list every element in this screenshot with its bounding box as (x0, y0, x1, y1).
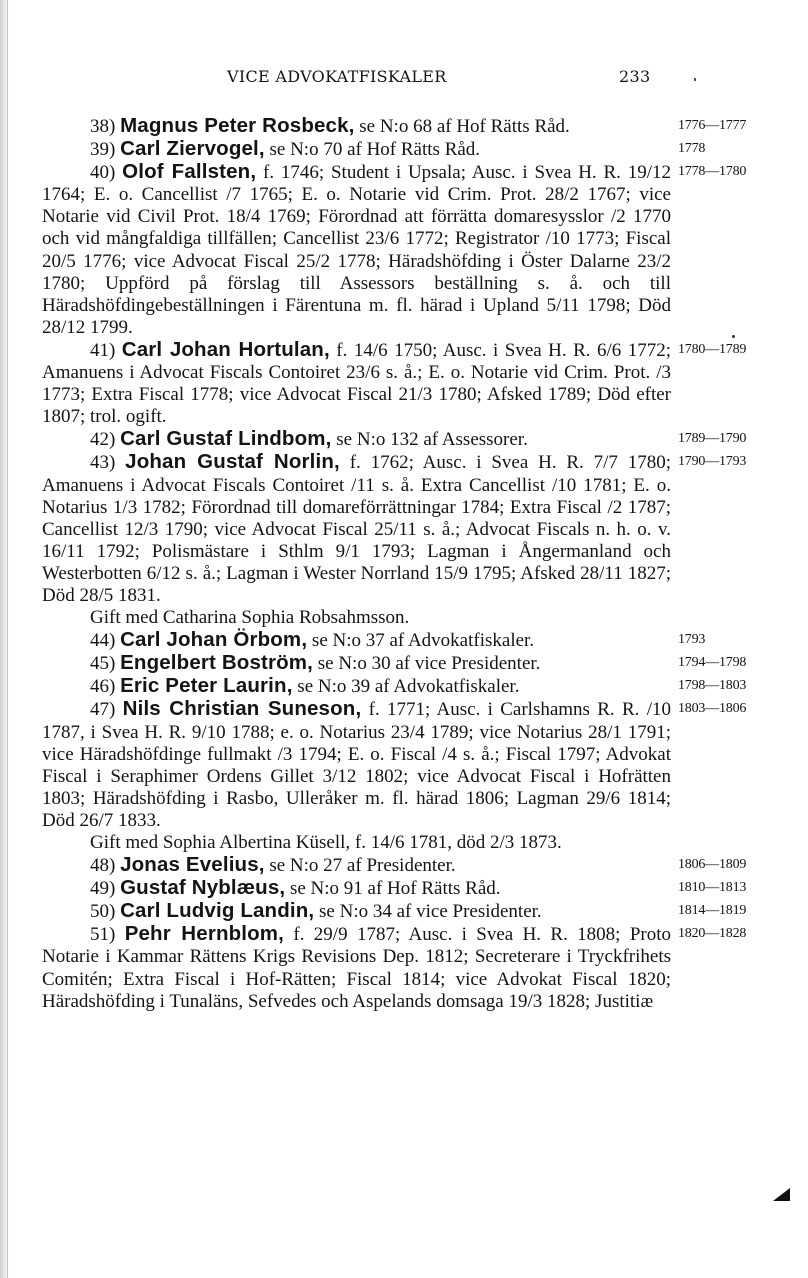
entry-number: 44) (90, 630, 116, 652)
entry-number: 51) (90, 924, 116, 946)
entry-47-note: Gift med Sophia Albertina Küsell, f. 14/6 1781, död 2/3 1873. (90, 832, 562, 853)
person-name: Jonas Evelius, (120, 853, 265, 877)
margin-years-43: 1790—1793 (678, 454, 747, 469)
person-name: Gustaf Nyblæus, (120, 876, 286, 900)
entry-text: se N:o 27 af Presidenter. (264, 855, 456, 877)
entry-text: f. 1746; Student i Upsala; Ausc. i Svea H. R. 19/12 1764; E. o. Cancellist /7 1765; E. o. Notarie vid Crim. Prot. 28/2 1767; vice Notarie vid Civil Prot. 18/4 1769; Förordnad att förrätta domaresysslor /2 1770 och vid mångfaldiga tillfällen; Cancellist 23/6 1772; Registrator /10 1773; Fiscal 20/5 1776; vice Advocat Fiscal 25/2 1778; Häradshöfding i Öster Dalarne 23/2 1780; Uppförd på förslag till Assessors beställning s. å. och till Häradshöfdingebeställningen i Färentuna m. fl. härad i Upland 5/11 1798; Död 28/12 1799. (42, 162, 672, 338)
entry-46 (42, 675, 671, 698)
book-page (42, 60, 787, 1260)
person-name: Magnus Peter Rosbeck, (120, 114, 355, 137)
person-name: Carl Gustaf Lindbom, (120, 427, 332, 451)
margin-years-38: 1776—1777 (678, 118, 747, 133)
person-name: Nils Christian Suneson, (122, 697, 362, 721)
entry-text: se N:o 37 af Advokatfiskaler. (307, 630, 535, 652)
entry-text: f. 14/6 1750; Ausc. i Svea H. R. 6/6 1772; Amanuens i Advocat Fiscals Contoiret 23/6 s. å.; E. o. Notarie vid Crim. Prot. /3 1773; Extra Fiscal 1778; vice Advocat Fiscal 21/3 1780; Afsked 1789; Död efter 1807; trol. ogift. (42, 339, 671, 428)
entry-text: se N:o 34 af vice Presidenter. (314, 901, 542, 923)
speck-mark (694, 78, 696, 81)
margin-years-48: 1806—1809 (678, 857, 747, 872)
entry-text: f. 29/9 1787; Ausc. i Svea H. R. 1808; Proto Notarie i Kammar Rättens Krigs Revisions Dep. 1812; Secreterare i Tryckfrihets Comitén; Extra Fiscal i Hof-Rätten; Fiscal 1814; vice Advokat Fiscal 1820; Häradshöfding i Tunaläns, Sefvedes och Aspelands domsaga 19/3 1828; Justitiæ (42, 924, 671, 1012)
entry-43 (42, 451, 671, 607)
entry-47 (42, 698, 671, 832)
entry-number: 41) (90, 339, 116, 361)
margin-years-47: 1803—1806 (678, 701, 747, 716)
entry-38 (42, 115, 671, 138)
entry-number: 43) (90, 452, 116, 474)
margin-years-40: 1778—1780 (678, 164, 747, 179)
margin-years-45: 1794—1798 (678, 655, 747, 670)
entry-number: 45) (90, 653, 116, 675)
entry-text: se N:o 30 af vice Presidenter. (313, 653, 541, 675)
speck-mark (732, 335, 735, 338)
running-title: VICE ADVOKATFISKALER (227, 67, 447, 86)
margin-years-42: 1789—1790 (678, 431, 747, 446)
margin-years-51: 1820—1828 (678, 926, 747, 941)
person-name: Carl Johan Örbom, (120, 628, 308, 652)
page-number: 233 (619, 67, 651, 86)
entry-42 (42, 428, 671, 451)
entry-number: 39) (90, 139, 116, 161)
entry-number: 48) (90, 855, 116, 877)
entry-text: se N:o 68 af Hof Rätts Råd. (354, 116, 570, 137)
page-edge-line (7, 0, 8, 1278)
entry-number: 49) (90, 878, 116, 900)
margin-years-44: 1793 (678, 632, 706, 647)
entry-51 (42, 923, 671, 1012)
person-name: Engelbert Boström, (120, 651, 313, 675)
margin-years-41: 1780—1789 (678, 342, 747, 357)
entry-number: 38) (90, 116, 116, 137)
margin-years-50: 1814—1819 (678, 903, 747, 918)
person-name: Carl Ziervogel, (120, 137, 265, 161)
person-name: Olof Fallsten, (122, 160, 257, 184)
entry-43-note: Gift med Catharina Sophia Robsahmsson. (90, 607, 410, 629)
entry-48 (42, 854, 671, 877)
entry-50 (42, 900, 671, 923)
entry-number: 40) (90, 162, 116, 184)
person-name: Eric Peter Laurin, (120, 674, 293, 698)
entry-text: se N:o 91 af Hof Rätts Råd. (285, 878, 501, 900)
entry-40 (42, 161, 671, 339)
entry-49 (42, 877, 671, 900)
person-name: Carl Johan Hortulan, (121, 337, 330, 361)
person-name: Johan Gustaf Norlin, (125, 450, 340, 474)
entry-text: f. 1771; Ausc. i Carlshamns R. R. /10 1787, i Svea H. R. 9/10 1788; e. o. Notarius 23/4 1789; vice Notarius 28/1 1791; vice Häradshöfdinge fullmakt /3 1794; E. o. Fiscal /4 s. å.; Fiscal 1797; Advokat Fiscal i Seraphimer Ordens Gillet 3/12 1802; vice Advocat Fiscal i Hofrätten 1803; Häradshöfding i Rasbo, Ulleråker m. fl. härad 1806; Lagman 29/6 1814; Död 26/7 1833. (42, 699, 671, 831)
entry-text: se N:o 39 af Advokatfiskaler. (292, 676, 520, 698)
entries-list (42, 115, 671, 1013)
entry-number: 42) (90, 429, 116, 451)
entry-number: 47) (90, 699, 116, 721)
entry-number: 46) (90, 676, 116, 698)
entry-45 (42, 652, 671, 675)
margin-years-46: 1798—1803 (678, 678, 747, 693)
person-name: Pehr Hernblom, (124, 922, 285, 946)
entry-41 (42, 339, 671, 428)
margin-years-49: 1810—1813 (678, 880, 747, 895)
page-header (42, 67, 746, 91)
margin-years-39: 1778 (678, 141, 706, 156)
entry-text: se N:o 132 af Assessorer. (331, 429, 528, 451)
person-name: Carl Ludvig Landin, (120, 899, 315, 923)
corner-mark-icon (773, 1188, 790, 1201)
entry-number: 50) (90, 901, 116, 923)
entry-text: f. 1762; Ausc. i Svea H. R. 7/7 1780; Amanuens i Advocat Fiscals Contoiret /11 s. å. Extra Cancellist /10 1781; E. o. Notarius 1/3 1782; Förordnad till domareförrättningar 1784; Extra Fiscal /2 1787; Cancellist 12/3 1790; vice Advocat Fiscal 25/11 s. å.; Advocat Fiscals n. h. o. v. 16/11 1792; Polismästare i Sthlm 9/1 1793; Lagman i Ångermanland och Westerbotten 6/12 s. å.; Lagman i Wester Norrland 15/9 1795; Afsked 28/11 1827; Död 28/5 1831. (42, 452, 671, 606)
entry-text: se N:o 70 af Hof Rätts Råd. (264, 139, 481, 161)
entry-39 (42, 138, 671, 161)
entry-44 (42, 629, 671, 652)
